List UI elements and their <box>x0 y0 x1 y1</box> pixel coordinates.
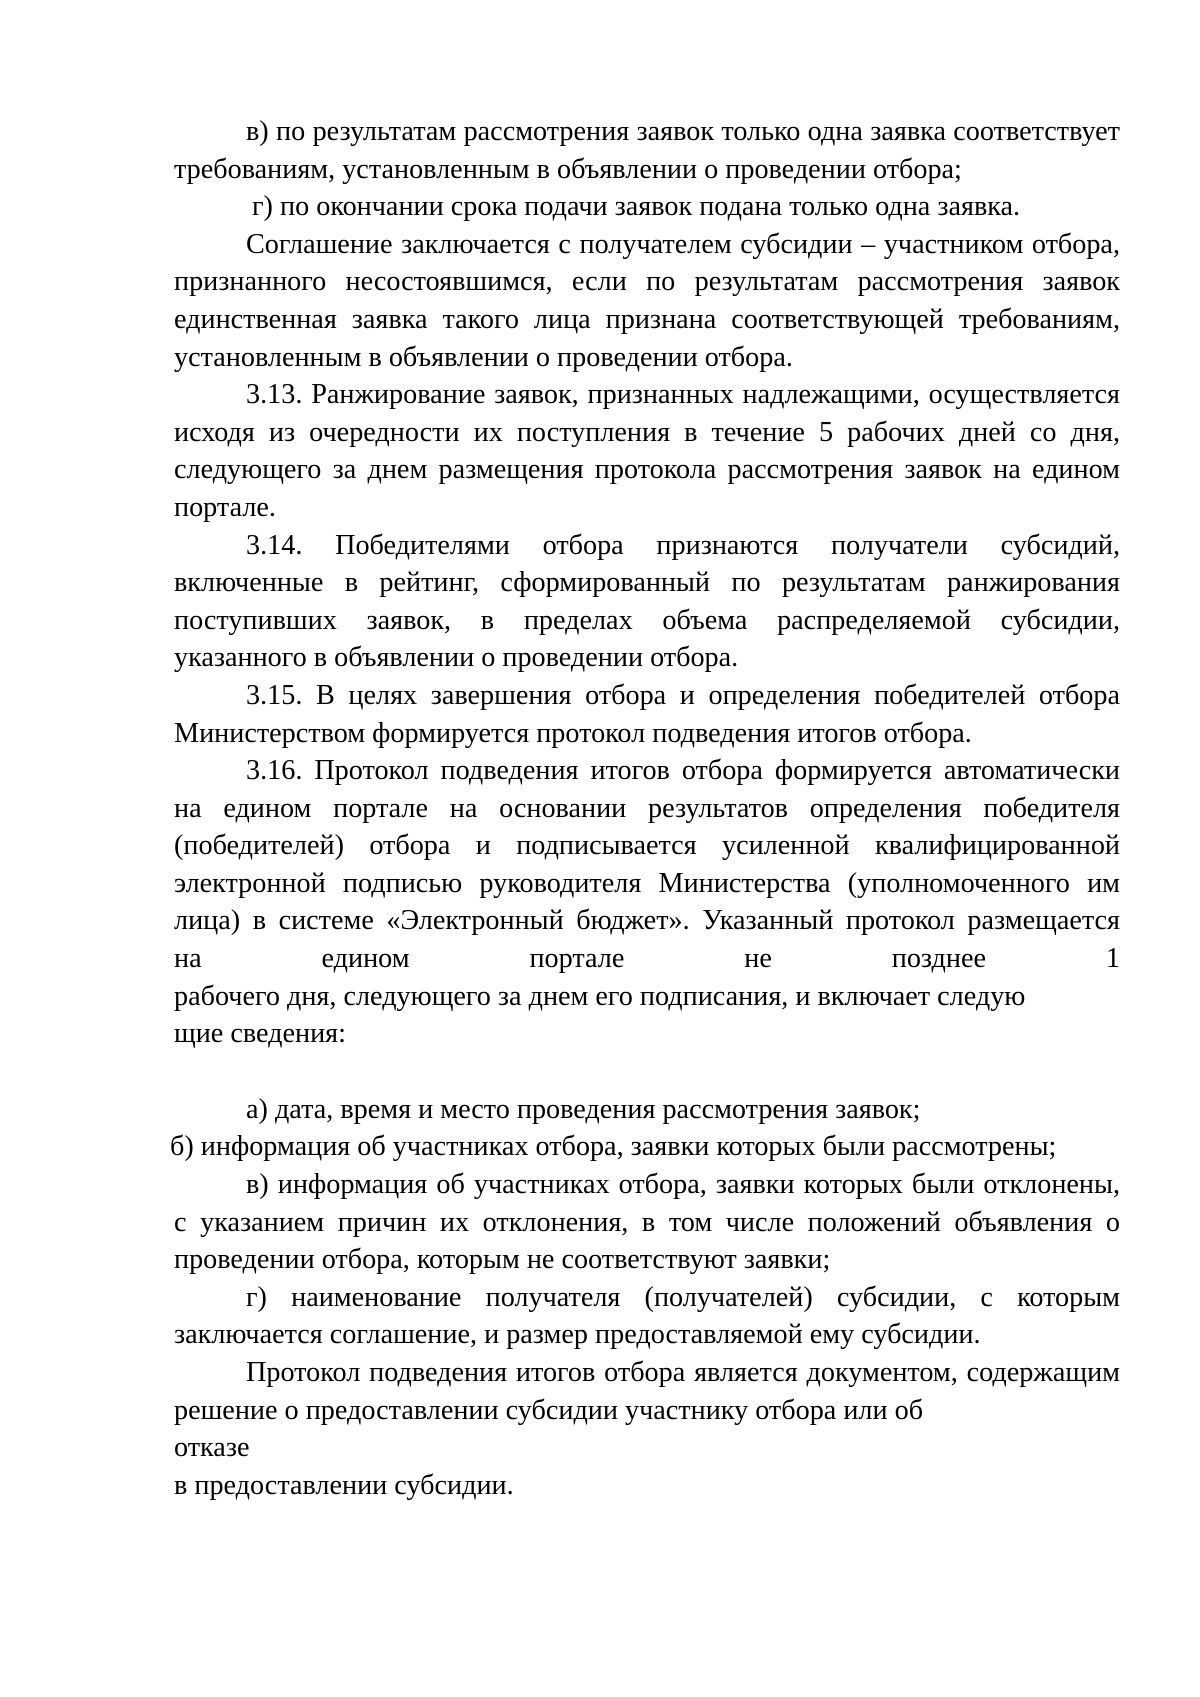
paragraph-protocol-refusal: отказе <box>174 1432 250 1464</box>
paragraph-agreement-failed-selection: Соглашение заключается с получателем субсидии – участником отбора, признанного несостоявшимся, если по результатам рассмотрения заявок единственная заявка такого лица признана соответствующей требованиям, установленным в объявлении о проведении отбора. <box>174 228 1120 373</box>
paragraph-protocol-in-provision: в предоставлении субсидии. <box>174 1469 514 1501</box>
paragraph-3-15: 3.15. В целях завершения отбора и определения победителей отбора Министерством формируется протокол подведения итогов отбора. <box>174 679 1120 749</box>
paragraph-3-16-line-portal: на едином портале не позднее 1 <box>174 943 1120 975</box>
blank-line <box>174 1053 1120 1091</box>
list-item-v: в) информация об участниках отбора, заявки которых были отклонены, с указанием причин их отклонения, в том числе положений объявления о проведении отбора, которым не соответствуют заявки; <box>174 1169 1120 1276</box>
paragraph-3-13: 3.13. Ранжирование заявок, признанных надлежащими, осуществляется исходя из очередности их поступления в течение 5 рабочих дней со дня, следующего за днем размещения протокола рассмотрения заявок на едином портале. <box>174 379 1120 523</box>
document-body <box>170 113 1120 1504</box>
paragraph-3-14: 3.14. Победителями отбора признаются получатели субсидий, включенные в рейтинг, сформированный по результатам ранжирования поступивших заявок, в пределах объема распределяемой субсидии, указанного в объявлении о проведении отбора. <box>174 529 1120 674</box>
list-item-g: г) наименование получателя (получателей) субсидии, с которым заключается соглашение, и размер предоставляемой ему субсидии. <box>174 1281 1120 1351</box>
paragraph-3-16: 3.16. Протокол подведения итогов отбора формируется автоматически на едином портале на основании результатов определения победителя (победителей) отбора и подписывается усиленной квалифицированной электронной подписью руководителя Министерства (уполномоченного им лица) в системе «Электронный бюджет». Указанный протокол размещается <box>174 755 1120 937</box>
list-item-a: а) дата, время и место проведения рассмотрения заявок; <box>246 1093 921 1125</box>
paragraph-v-single-compliant: в) по результатам рассмотрения заявок только одна заявка соответствует требованиям, установленным в объявлении о проведении отбора; <box>174 116 1120 185</box>
paragraph-g-single-submitted: г) по окончании срока подачи заявок подана только одна заявка. <box>252 191 1021 223</box>
paragraph-3-16-line-working-day: рабочего дня, следующего за днем его подписания, и включает следую <box>174 980 1026 1012</box>
list-item-b: б) информация об участниках отбора, заявки которых были рассмотрены; <box>170 1131 1057 1163</box>
paragraph-3-16-line-info: щие сведения: <box>174 1018 346 1050</box>
paragraph-protocol-document: Протокол подведения итогов отбора является документом, содержащим решение о предоставлении субсидии участнику отбора или об <box>174 1357 1120 1426</box>
